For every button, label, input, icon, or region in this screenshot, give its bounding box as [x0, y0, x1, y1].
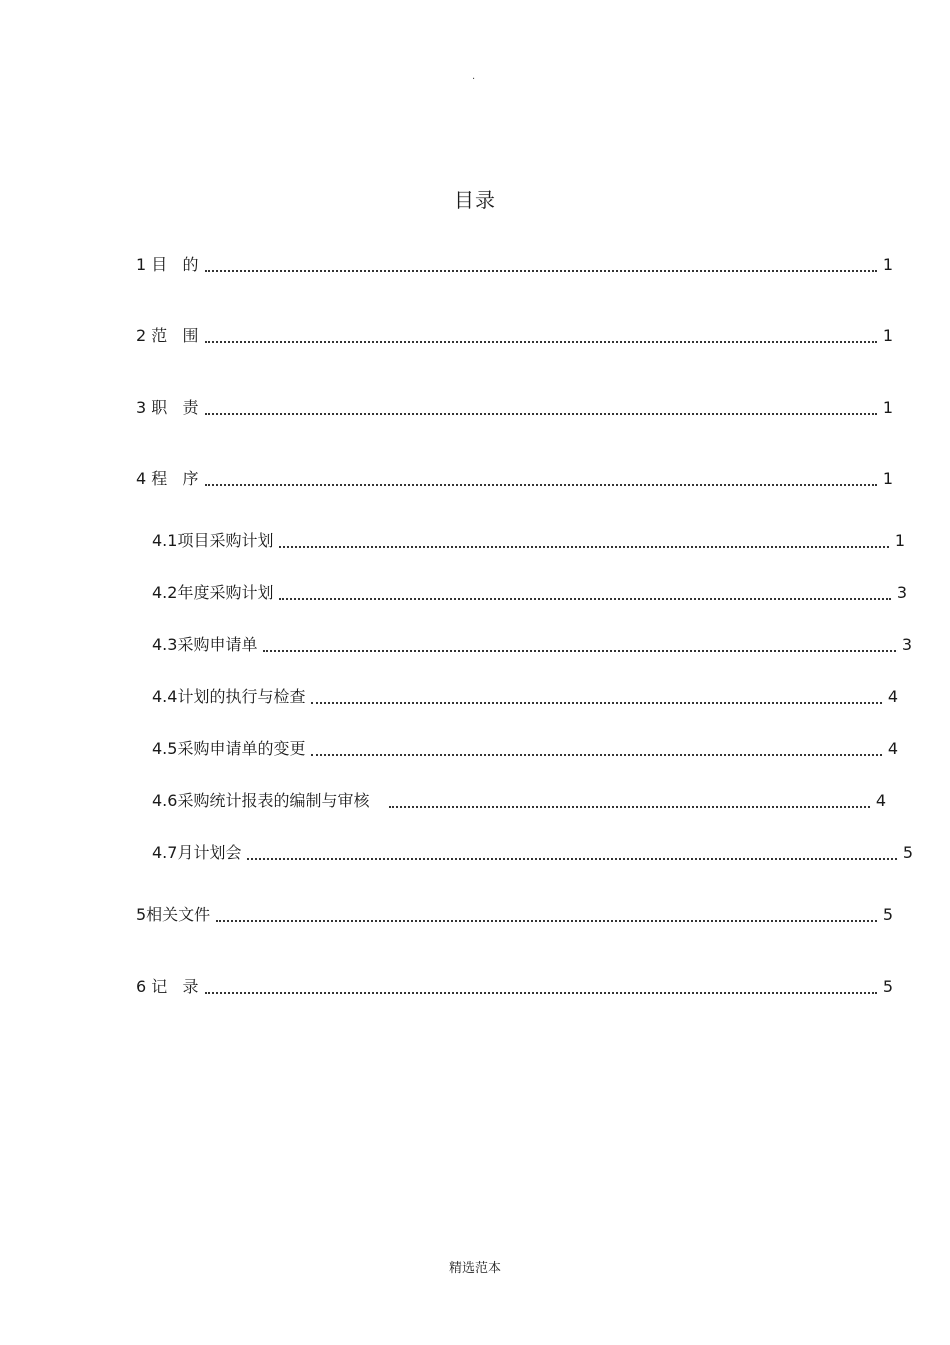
page-title: 目录	[454, 188, 496, 212]
toc-entry-label: 4.6采购统计报表的编制与审核	[152, 791, 370, 810]
toc-entry-label: 4.1项目采购计划	[152, 531, 274, 550]
toc-entry-label: 3 职 责	[136, 398, 199, 417]
toc-entry-3[interactable]	[136, 395, 893, 419]
toc-page-number: 1	[882, 255, 893, 274]
dot-leader	[263, 650, 895, 652]
dot-leader	[279, 546, 888, 548]
dot-leader	[311, 702, 881, 704]
toc-entry-4-1[interactable]	[152, 528, 905, 552]
dot-leader	[389, 806, 869, 808]
toc-entry-label: 4.5采购申请单的变更	[152, 739, 306, 758]
toc-page-number: 4	[887, 687, 898, 706]
toc-entry-1[interactable]	[136, 252, 893, 276]
toc-page-number: 4	[875, 791, 886, 810]
toc-page-number: 1	[894, 531, 905, 550]
toc-page-number: 3	[901, 635, 912, 654]
dot-leader	[205, 270, 877, 272]
toc-entry-label: 4.2年度采购计划	[152, 583, 274, 602]
toc-page-number: 5	[902, 843, 913, 862]
toc-entry-4-7[interactable]	[152, 840, 913, 864]
toc-entry-4-6[interactable]	[152, 788, 886, 812]
toc-page-number: 3	[896, 583, 907, 602]
toc-entry-4-2[interactable]	[152, 580, 907, 604]
toc-entry-label: 5相关文件	[136, 905, 211, 924]
toc-page-number: 5	[882, 977, 893, 996]
toc-entry-label: 6 记 录	[136, 977, 199, 996]
toc-entry-label: 4 程 序	[136, 469, 199, 488]
toc-entry-6[interactable]	[136, 974, 893, 998]
toc-entry-2[interactable]	[136, 323, 893, 347]
toc-entry-4[interactable]	[136, 466, 893, 490]
toc-page-number: 1	[882, 398, 893, 417]
toc-entry-label: 1 目 的	[136, 255, 199, 274]
toc-page-number: 5	[882, 905, 893, 924]
toc-page-number: 1	[882, 326, 893, 345]
header-mark: .	[472, 71, 476, 82]
dot-leader	[247, 858, 896, 860]
toc-entry-4-3[interactable]	[152, 632, 912, 656]
dot-leader	[311, 754, 881, 756]
dot-leader	[205, 413, 877, 415]
page-footer: 精选范本	[448, 1261, 501, 1276]
toc-page-number: 1	[882, 469, 893, 488]
dot-leader	[279, 598, 890, 600]
toc-entry-label: 4.3采购申请单	[152, 635, 258, 654]
toc-page-number: 4	[887, 739, 898, 758]
toc-entry-label: 4.7月计划会	[152, 843, 242, 862]
dot-leader	[205, 341, 877, 343]
toc-entry-label: 2 范 围	[136, 326, 199, 345]
dot-leader	[216, 920, 877, 922]
toc-entry-4-5[interactable]	[152, 736, 898, 760]
dot-leader	[205, 992, 877, 994]
toc-entry-5[interactable]	[136, 902, 893, 926]
dot-leader	[205, 484, 877, 486]
toc-entry-label: 4.4计划的执行与检查	[152, 687, 306, 706]
toc-entry-4-4[interactable]	[152, 684, 898, 708]
